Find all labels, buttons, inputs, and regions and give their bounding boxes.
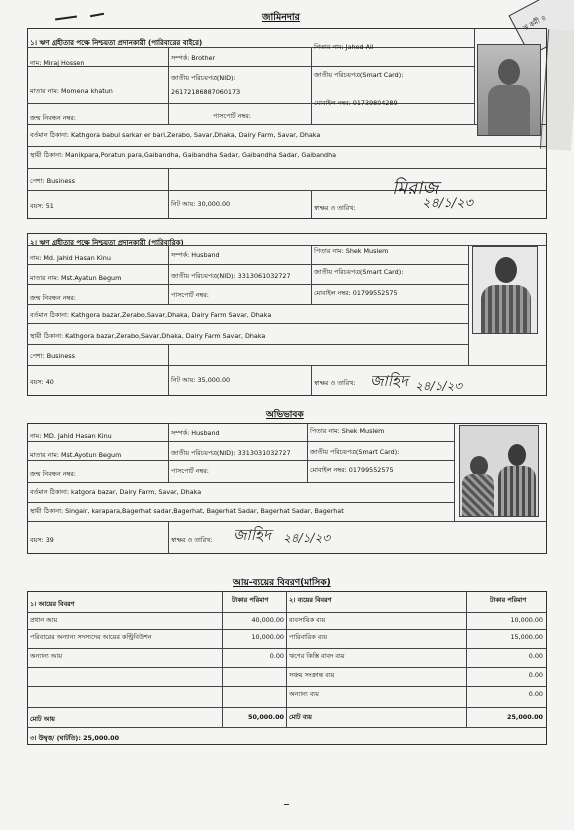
g2-signature-date: ২৪/১/২৩ [415, 379, 463, 393]
g2-name: নাম: Md. Jahid Hasan Kinu [30, 254, 111, 262]
gd-nid: জাতীয় পরিচয়পত্র(NID): 3313031032727 [171, 449, 291, 457]
gd-present-address: বর্তমান ঠিকানা: katgora bazar, Dairy Farm, Savar, Dhaka [30, 488, 202, 496]
total-income-value: 50,000.00 [248, 713, 284, 721]
income-item-label: প্রধান আয় [30, 616, 58, 624]
g1-nid-label: জাতীয় পরিচয়পত্র(NID): [171, 74, 236, 82]
gd-father: পিতার নাম: Shek Muslem [310, 427, 385, 435]
g1-passport: পাসপোর্ট নম্বর: [213, 112, 251, 120]
g1-present-address: বর্তমান ঠিকানা: Kathgora babul sarkar er bari,Zerabo, Savar,Dhaka, Dairy Farm, Savar, Dhaka [30, 131, 321, 139]
income-header: ১। আয়ের বিবরণ [30, 600, 75, 608]
g1-name: নাম: Miraj Hossen [30, 59, 85, 67]
gd-mobile: মোবাইল নম্বর: 01799552575 [310, 466, 394, 474]
g1-age: বয়স: 51 [30, 202, 54, 210]
g1-net-income: নিট আয়: 30,000.00 [171, 200, 231, 208]
g2-permanent-address: স্থায়ী ঠিকানা: Kathgora bazar,Zerabo,Savar,Dhaka, Dairy Farm Savar, Dhaka [30, 332, 266, 340]
total-income-label: মোট আয় [30, 715, 55, 723]
gd-name: নাম: MD. Jahid Hasan Kinu [30, 432, 112, 440]
g1-relation: সম্পর্ক: Brother [171, 54, 216, 62]
gd-permanent-address: স্থায়ী ঠিকানা: Singair, karapara,Bagerhat sadar,Bagerhat, Bagerhat Sadar, Bagerhat Sadar, Bagerhat [30, 507, 344, 515]
expense-amount-header: টাকার পরিমাণ [490, 596, 527, 604]
g1-father: পিতার নাম: Jahed Ali [314, 43, 374, 51]
guarantor1-photo [477, 44, 541, 136]
gd-age: বয়স: 39 [30, 536, 54, 544]
g1-mobile: মোবাইল নম্বর: 01739804289 [314, 99, 398, 107]
total-expense-label: মোট ব্যয় [289, 713, 312, 721]
guarantor2-heading: ২। ঋণ গ্রহীতার পক্ষে নিশ্চয়তা প্রদানকারী (পারিবারিক) [30, 239, 184, 247]
g1-smart-card: জাতীয় পরিচয়পত্র(Smart Card): [314, 71, 404, 79]
expense-item-amount: 10,000.00 [510, 616, 543, 624]
guardian-photo [459, 425, 539, 517]
page-dash [284, 804, 289, 805]
gd-signature: জাহিদ [233, 526, 271, 544]
income-item-amount: 40,000.00 [251, 616, 284, 624]
expense-header: ২। ব্যয়ের বিবরণ [289, 596, 332, 604]
income-expense-table [27, 591, 547, 745]
g2-birth-reg: জন্ম নিবন্ধন নম্বর: [30, 294, 76, 302]
gd-smart-card: জাতীয় পরিচয়পত্র(Smart Card): [310, 448, 400, 456]
expense-item-amount: 0.00 [528, 652, 543, 660]
pen-mark [90, 13, 104, 17]
income-expense-heading: আয়-ব্যয়ের বিবরণ(মাসিক) [233, 578, 331, 588]
guarantor1-heading: ১। ঋণ গ্রহীতার পক্ষে নিশ্চয়তা প্রদানকারী (পারিবারের বাইরে) [30, 39, 203, 47]
pen-mark [55, 15, 77, 20]
g2-mother: মাতার নাম: Mst.Ayatun Begum [30, 274, 122, 282]
g1-nid-value: 2617218688706017З [171, 88, 241, 96]
gd-relation: সম্পর্ক: Husband [171, 429, 220, 437]
income-item-label: অন্যান্য আয় [30, 652, 62, 660]
surplus: ৩। উদ্বৃত্ত/ (ঘাটতি): 25,000.00 [30, 734, 120, 742]
expense-item-label: পারিবারিক ব্যয় [289, 633, 327, 641]
guardian-heading: অভিভাবক [266, 410, 304, 420]
gd-signature-date: ২৪/১/২৩ [283, 531, 331, 545]
g2-smart-card: জাতীয় পরিচয়পত্র(Smart Card): [314, 268, 404, 276]
g1-permanent-address: স্থায়ী ঠিকানা: Manikpara,Poratun para,Gaibandha, Gaibandha Sadar, Gaibandha Sadar, Gaibandha [30, 151, 337, 159]
gd-birth-reg: জন্ম নিবন্ধন নম্বর: [30, 470, 76, 478]
income-item-label: পরিবারের অন্যান্য সদস্যদের আয়ের কন্ট্রিবিউশন [30, 633, 152, 641]
gd-passport: পাসপোর্ট নম্বর: [171, 467, 209, 475]
g1-signature-label: স্বাক্ষর ও তারিখ: [314, 204, 356, 212]
total-expense-value: 25,000.00 [507, 713, 543, 721]
expense-item-label: ঋণের কিস্তি বাবদ ব্যয় [289, 652, 345, 660]
page-title: জামিনদার [262, 12, 300, 23]
expense-item-label: সঞ্চয় সংক্রান্ত ব্যয় [289, 671, 335, 679]
expense-item-label: ব্যবসায়িক ব্যয় [289, 616, 326, 624]
expense-item-amount: 0.00 [528, 671, 543, 679]
g2-father: পিতার নাম: Shek Muslem [314, 247, 389, 255]
corner-stamp-text: ঝ কর্মী ৪ [521, 13, 548, 33]
income-item-amount: 10,000.00 [251, 633, 284, 641]
gd-mother: মাতার নাম: Mst.Ayotun Begum [30, 451, 122, 459]
expense-item-amount: 0.00 [528, 690, 543, 698]
g1-signature: মিরাজ [392, 178, 439, 199]
g2-profession: পেশা: Business [30, 352, 75, 360]
gd-signature-label: স্বাক্ষর ও তারিখ: [171, 536, 213, 544]
g2-relation: সম্পর্ক: Husband [171, 251, 220, 259]
g2-present-address: বর্তমান ঠিকানা: Kathgora bazar,Zerabo,Savar,Dhaka, Dairy Farm Savar, Dhaka [30, 311, 272, 319]
g1-profession: পেশা: Business [30, 177, 75, 185]
g2-mobile: মোবাইল নম্বর: 01799552575 [314, 289, 398, 297]
g1-mother: মাতার নাম: Momena khatun [30, 87, 113, 95]
g2-net-income: নিট আয়: 35,000.00 [171, 376, 231, 384]
expense-item-label: অন্যান্য ব্যয় [289, 690, 319, 698]
guarantor2-photo [472, 246, 538, 334]
g2-signature-label: স্বাক্ষর ও তারিখ: [314, 379, 356, 387]
g1-birth-reg: জন্ম নিবন্ধন নম্বর: [30, 114, 76, 122]
income-item-amount: 0.00 [269, 652, 284, 660]
g2-passport: পাসপোর্ট নম্বর: [171, 291, 209, 299]
income-amount-header: টাকার পরিমাণ [232, 596, 269, 604]
g1-signature-date: ২৪/১/২৩ [422, 196, 473, 211]
g2-age: বয়স: 40 [30, 378, 54, 386]
g2-signature: জাহিদ [370, 372, 408, 390]
g2-nid: জাতীয় পরিচয়পত্র(NID): 3313061032727 [171, 272, 291, 280]
expense-item-amount: 15,000.00 [510, 633, 543, 641]
